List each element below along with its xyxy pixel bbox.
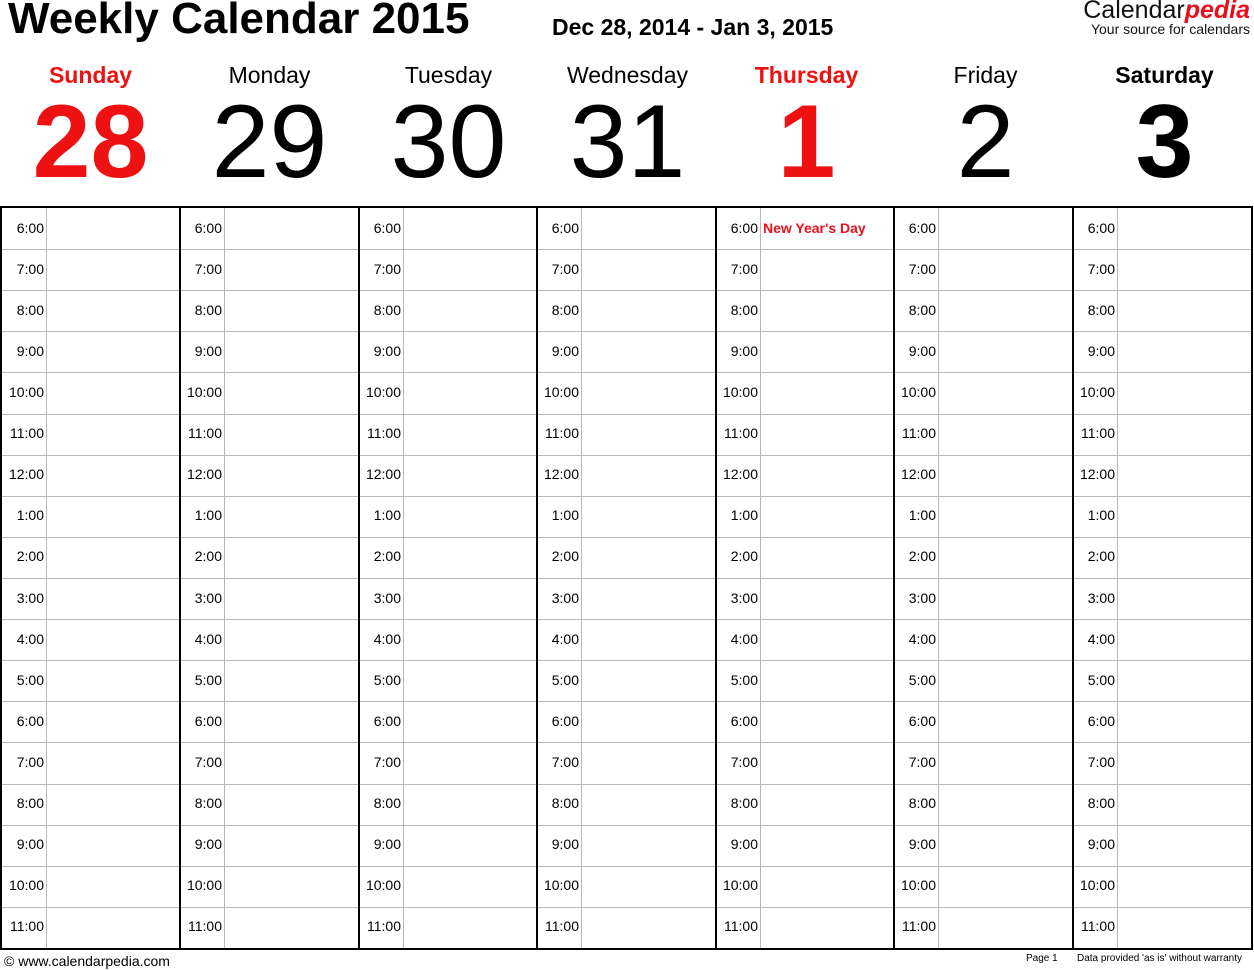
time-label: 10:00: [722, 384, 758, 400]
time-slot-cell[interactable]: [582, 372, 713, 412]
time-label: 1:00: [373, 507, 401, 523]
time-slot-cell[interactable]: [404, 701, 535, 741]
time-slot-cell[interactable]: [582, 825, 713, 865]
time-slot-cell[interactable]: [761, 784, 892, 824]
time-slot-cell[interactable]: [582, 249, 713, 289]
day-number-wednesday: 31: [569, 84, 686, 200]
time-slot-cell[interactable]: [1118, 619, 1249, 659]
time-slot-cell[interactable]: [404, 537, 535, 577]
time-label: 1:00: [730, 507, 758, 523]
time-label: 10:00: [722, 877, 758, 893]
time-label: 6:00: [194, 713, 222, 729]
time-label: 11:00: [10, 918, 44, 934]
time-label: 9:00: [373, 836, 401, 852]
time-slot-cell[interactable]: [582, 619, 713, 659]
time-slot-cell[interactable]: [761, 496, 892, 536]
time-label: 11:00: [545, 425, 579, 441]
page-title: Weekly Calendar 2015: [8, 0, 470, 43]
time-label: 10:00: [543, 384, 579, 400]
time-label: 1:00: [16, 507, 44, 523]
time-label: 2:00: [16, 548, 44, 564]
time-label: 7:00: [373, 754, 401, 770]
time-slot-cell[interactable]: [225, 372, 356, 412]
time-slot-cell[interactable]: [1118, 208, 1249, 248]
time-label: 7:00: [551, 261, 579, 277]
time-label: 6:00: [16, 713, 44, 729]
day-number-thursday: 1: [777, 84, 836, 200]
time-slot-cell[interactable]: [404, 249, 535, 289]
time-label: 11:00: [1081, 918, 1115, 934]
time-label: 4:00: [551, 631, 579, 647]
time-slot-cell[interactable]: [47, 290, 178, 330]
time-label: 10:00: [365, 384, 401, 400]
time-slot-cell[interactable]: [761, 455, 892, 495]
time-label: 8:00: [194, 795, 222, 811]
time-label: 9:00: [194, 836, 222, 852]
time-label: 11:00: [902, 918, 936, 934]
time-slot-cell[interactable]: [582, 208, 713, 248]
time-slot-cell[interactable]: [225, 619, 356, 659]
time-slot-cell[interactable]: [939, 249, 1070, 289]
time-slot-cell[interactable]: [47, 496, 178, 536]
time-label: 12:00: [186, 466, 222, 482]
time-slot-cell[interactable]: [761, 290, 892, 330]
time-slot-cell[interactable]: [225, 866, 356, 906]
time-label: 7:00: [730, 754, 758, 770]
time-label: 8:00: [1087, 795, 1115, 811]
time-slot-cell[interactable]: [47, 660, 178, 700]
time-slot-cell[interactable]: [939, 742, 1070, 782]
time-label: 10:00: [186, 384, 222, 400]
time-label: 2:00: [194, 548, 222, 564]
time-slot-cell[interactable]: [582, 455, 713, 495]
day-number-tuesday: 30: [390, 84, 507, 200]
time-label: 8:00: [16, 795, 44, 811]
time-slot-cell[interactable]: [404, 455, 535, 495]
time-label: 8:00: [551, 795, 579, 811]
time-label: 11:00: [10, 425, 44, 441]
time-slot-cell[interactable]: [582, 907, 713, 947]
time-label: 1:00: [908, 507, 936, 523]
time-label: 12:00: [543, 466, 579, 482]
time-slot-cell[interactable]: [404, 866, 535, 906]
time-slot-cell[interactable]: [225, 701, 356, 741]
day-name-saturday: Saturday: [1115, 62, 1214, 88]
time-label: 5:00: [1087, 672, 1115, 688]
time-slot-cell[interactable]: [225, 825, 356, 865]
time-slot-cell[interactable]: [404, 578, 535, 618]
time-label: 7:00: [908, 754, 936, 770]
time-slot-cell[interactable]: [939, 701, 1070, 741]
day-name-wednesday: Wednesday: [566, 62, 689, 88]
brand-accent-text: pedia: [1184, 0, 1250, 24]
time-slot-cell[interactable]: [582, 866, 713, 906]
time-slot-cell[interactable]: [225, 331, 356, 371]
time-label: 6:00: [1087, 220, 1115, 236]
time-slot-cell[interactable]: [939, 496, 1070, 536]
time-label: 7:00: [1087, 261, 1115, 277]
day-name-thursday: Thursday: [754, 62, 859, 88]
time-slot-cell[interactable]: [404, 619, 535, 659]
time-label: 11:00: [188, 425, 222, 441]
time-label: 6:00: [730, 220, 758, 236]
brand-logo: [1083, 0, 1250, 36]
time-slot-cell[interactable]: [761, 537, 892, 577]
time-label: 7:00: [16, 261, 44, 277]
time-slot-cell[interactable]: [939, 907, 1070, 947]
time-label: 11:00: [724, 425, 758, 441]
day-name-sunday: Sunday: [48, 62, 133, 88]
time-label: 7:00: [730, 261, 758, 277]
time-slot-cell[interactable]: [761, 825, 892, 865]
time-label: 5:00: [730, 672, 758, 688]
time-label: 9:00: [908, 343, 936, 359]
time-label: 1:00: [194, 507, 222, 523]
time-slot-cell[interactable]: [582, 331, 713, 371]
time-label: 5:00: [16, 672, 44, 688]
footer-website: © www.calendarpedia.com: [4, 953, 170, 969]
calendar-grid: [0, 206, 1253, 950]
time-label: 8:00: [730, 302, 758, 318]
time-label: 10:00: [900, 877, 936, 893]
time-label: 9:00: [16, 836, 44, 852]
time-label: 9:00: [1087, 343, 1115, 359]
time-slot-cell[interactable]: [1118, 372, 1249, 412]
time-label: 6:00: [730, 713, 758, 729]
time-slot-cell[interactable]: [404, 784, 535, 824]
time-slot-cell[interactable]: [761, 414, 892, 454]
time-label: 9:00: [908, 836, 936, 852]
time-label: 11:00: [724, 918, 758, 934]
time-label: 9:00: [16, 343, 44, 359]
time-label: 9:00: [194, 343, 222, 359]
time-label: 4:00: [908, 631, 936, 647]
time-label: 8:00: [730, 795, 758, 811]
time-slot-cell[interactable]: [225, 578, 356, 618]
time-label: 5:00: [373, 672, 401, 688]
holiday-event: New Year's Day: [763, 220, 866, 236]
time-slot-cell[interactable]: [939, 619, 1070, 659]
time-label: 10:00: [365, 877, 401, 893]
time-slot-cell[interactable]: [47, 208, 178, 248]
time-slot-cell[interactable]: [225, 660, 356, 700]
time-label: 5:00: [194, 672, 222, 688]
brand-main-text: Calendar: [1083, 0, 1185, 24]
time-label: 9:00: [551, 343, 579, 359]
time-slot-cell[interactable]: [939, 372, 1070, 412]
day-number-friday: 2: [956, 84, 1015, 200]
time-label: 9:00: [730, 343, 758, 359]
time-label: 8:00: [373, 795, 401, 811]
time-slot-cell[interactable]: [761, 660, 892, 700]
time-slot-cell[interactable]: [761, 701, 892, 741]
time-slot-cell[interactable]: [225, 784, 356, 824]
time-label: 11:00: [188, 918, 222, 934]
time-slot-cell[interactable]: [47, 537, 178, 577]
time-label: 4:00: [730, 631, 758, 647]
footer-page-number: Page 1: [1026, 953, 1058, 964]
time-slot-cell[interactable]: [47, 331, 178, 371]
time-label: 8:00: [373, 302, 401, 318]
time-slot-cell[interactable]: [939, 208, 1070, 248]
time-slot-cell[interactable]: [1118, 455, 1249, 495]
day-name-monday: Monday: [228, 62, 311, 88]
time-slot-cell[interactable]: [582, 784, 713, 824]
time-slot-cell[interactable]: [1118, 866, 1249, 906]
time-slot-cell[interactable]: [582, 290, 713, 330]
time-slot-cell[interactable]: [939, 578, 1070, 618]
time-label: 9:00: [1087, 836, 1115, 852]
time-slot-cell[interactable]: [225, 455, 356, 495]
time-label: 11:00: [545, 918, 579, 934]
time-slot-cell[interactable]: [582, 660, 713, 700]
time-label: 1:00: [551, 507, 579, 523]
time-label: 6:00: [551, 220, 579, 236]
time-label: 5:00: [551, 672, 579, 688]
time-slot-cell[interactable]: [761, 372, 892, 412]
time-label: 12:00: [1079, 466, 1115, 482]
time-slot-cell[interactable]: [939, 825, 1070, 865]
time-slot-cell[interactable]: [939, 866, 1070, 906]
time-label: 11:00: [367, 918, 401, 934]
time-slot-cell[interactable]: [761, 331, 892, 371]
time-slot-cell[interactable]: [404, 496, 535, 536]
time-label: 12:00: [900, 466, 936, 482]
time-slot-cell[interactable]: [582, 742, 713, 782]
time-label: 5:00: [908, 672, 936, 688]
time-slot-cell[interactable]: [1118, 414, 1249, 454]
time-label: 9:00: [730, 836, 758, 852]
time-slot-cell[interactable]: [582, 701, 713, 741]
time-slot-cell[interactable]: [47, 619, 178, 659]
time-slot-cell[interactable]: [1118, 825, 1249, 865]
time-slot-cell[interactable]: [939, 537, 1070, 577]
time-label: 6:00: [551, 713, 579, 729]
time-label: 7:00: [551, 754, 579, 770]
time-label: 9:00: [373, 343, 401, 359]
time-label: 7:00: [1087, 754, 1115, 770]
time-label: 7:00: [373, 261, 401, 277]
time-slot-cell[interactable]: [225, 414, 356, 454]
time-slot-cell[interactable]: [939, 331, 1070, 371]
time-slot-cell[interactable]: [1118, 249, 1249, 289]
day-name-friday: Friday: [953, 62, 1018, 88]
time-label: 9:00: [551, 836, 579, 852]
time-label: 8:00: [551, 302, 579, 318]
day-number-saturday: 3: [1135, 84, 1194, 200]
day-name-tuesday: Tuesday: [404, 62, 493, 88]
time-slot-cell[interactable]: [939, 290, 1070, 330]
time-label: 11:00: [367, 425, 401, 441]
time-slot-cell[interactable]: [1118, 784, 1249, 824]
time-label: 10:00: [186, 877, 222, 893]
time-label: 7:00: [908, 261, 936, 277]
time-label: 7:00: [16, 754, 44, 770]
time-slot-cell[interactable]: [225, 290, 356, 330]
time-label: 6:00: [373, 713, 401, 729]
time-label: 8:00: [908, 302, 936, 318]
time-label: 2:00: [373, 548, 401, 564]
time-slot-cell[interactable]: [404, 290, 535, 330]
time-label: 6:00: [908, 713, 936, 729]
time-slot-cell[interactable]: [404, 208, 535, 248]
time-slot-cell[interactable]: [404, 414, 535, 454]
footer-disclaimer: Data provided 'as is' without warranty: [1077, 953, 1243, 964]
time-slot-cell[interactable]: [1118, 907, 1249, 947]
time-label: 12:00: [365, 466, 401, 482]
time-label: 4:00: [16, 631, 44, 647]
time-slot-cell[interactable]: [225, 208, 356, 248]
time-slot-cell[interactable]: [582, 578, 713, 618]
time-label: 6:00: [373, 220, 401, 236]
time-slot-cell[interactable]: [47, 455, 178, 495]
time-slot-cell[interactable]: [225, 496, 356, 536]
time-slot-cell[interactable]: [47, 784, 178, 824]
time-slot-cell[interactable]: [761, 619, 892, 659]
time-slot-cell[interactable]: [939, 414, 1070, 454]
time-label: 8:00: [908, 795, 936, 811]
time-slot-cell[interactable]: [1118, 701, 1249, 741]
time-label: 10:00: [8, 384, 44, 400]
time-label: 3:00: [373, 590, 401, 606]
time-slot-cell[interactable]: [761, 578, 892, 618]
day-number-sunday: 28: [32, 84, 149, 200]
time-slot-cell[interactable]: [47, 825, 178, 865]
time-label: 10:00: [1079, 384, 1115, 400]
time-slot-cell[interactable]: [1118, 290, 1249, 330]
date-range: Dec 28, 2014 - Jan 3, 2015: [552, 14, 834, 40]
time-slot-cell[interactable]: [225, 537, 356, 577]
time-slot-cell[interactable]: [939, 784, 1070, 824]
time-label: 3:00: [551, 590, 579, 606]
day-number-monday: 29: [211, 84, 328, 200]
time-slot-cell[interactable]: [404, 907, 535, 947]
time-slot-cell[interactable]: [47, 249, 178, 289]
time-slot-cell[interactable]: [1118, 537, 1249, 577]
time-slot-cell[interactable]: [47, 907, 178, 947]
time-label: 8:00: [194, 302, 222, 318]
time-slot-cell[interactable]: [404, 331, 535, 371]
time-label: 8:00: [16, 302, 44, 318]
time-label: 11:00: [902, 425, 936, 441]
time-slot-cell[interactable]: [225, 249, 356, 289]
time-slot-cell[interactable]: [939, 455, 1070, 495]
time-label: 2:00: [1087, 548, 1115, 564]
time-slot-cell[interactable]: [225, 742, 356, 782]
time-label: 12:00: [8, 466, 44, 482]
time-slot-cell[interactable]: [939, 660, 1070, 700]
time-slot-cell[interactable]: [1118, 578, 1249, 618]
time-label: 1:00: [1087, 507, 1115, 523]
time-slot-cell[interactable]: [225, 907, 356, 947]
time-slot-cell[interactable]: [761, 742, 892, 782]
time-slot-cell[interactable]: [582, 414, 713, 454]
time-slot-cell[interactable]: [47, 578, 178, 618]
time-label: 3:00: [730, 590, 758, 606]
time-label: 3:00: [16, 590, 44, 606]
time-slot-cell[interactable]: [761, 907, 892, 947]
time-slot-cell[interactable]: [47, 414, 178, 454]
time-label: 3:00: [908, 590, 936, 606]
time-label: 8:00: [1087, 302, 1115, 318]
time-label: 7:00: [194, 754, 222, 770]
time-label: 3:00: [1087, 590, 1115, 606]
time-label: 10:00: [8, 877, 44, 893]
time-label: 4:00: [373, 631, 401, 647]
time-slot-cell[interactable]: [582, 496, 713, 536]
time-label: 10:00: [543, 877, 579, 893]
time-label: 6:00: [908, 220, 936, 236]
time-label: 2:00: [908, 548, 936, 564]
time-slot-cell[interactable]: [404, 372, 535, 412]
time-slot-cell[interactable]: [47, 701, 178, 741]
time-label: 4:00: [1087, 631, 1115, 647]
time-slot-cell[interactable]: [1118, 660, 1249, 700]
time-slot-cell[interactable]: [404, 660, 535, 700]
time-slot-cell[interactable]: [47, 866, 178, 906]
time-label: 10:00: [900, 384, 936, 400]
time-label: 10:00: [1079, 877, 1115, 893]
time-slot-cell[interactable]: [47, 372, 178, 412]
time-label: 4:00: [194, 631, 222, 647]
time-label: 6:00: [194, 220, 222, 236]
time-label: 6:00: [1087, 713, 1115, 729]
time-slot-cell[interactable]: [761, 866, 892, 906]
time-slot-cell[interactable]: [1118, 742, 1249, 782]
time-label: 6:00: [16, 220, 44, 236]
time-slot-cell[interactable]: [47, 742, 178, 782]
time-slot-cell[interactable]: [404, 742, 535, 782]
brand-tagline: Your source for calendars: [1090, 21, 1250, 37]
time-slot-cell[interactable]: [1118, 496, 1249, 536]
time-label: 3:00: [194, 590, 222, 606]
time-label: 2:00: [551, 548, 579, 564]
time-label: 2:00: [730, 548, 758, 564]
time-slot-cell[interactable]: [1118, 331, 1249, 371]
time-label: 11:00: [1081, 425, 1115, 441]
time-label: 7:00: [194, 261, 222, 277]
time-slot-cell[interactable]: [582, 537, 713, 577]
time-slot-cell[interactable]: [761, 249, 892, 289]
time-slot-cell[interactable]: [404, 825, 535, 865]
time-label: 12:00: [722, 466, 758, 482]
